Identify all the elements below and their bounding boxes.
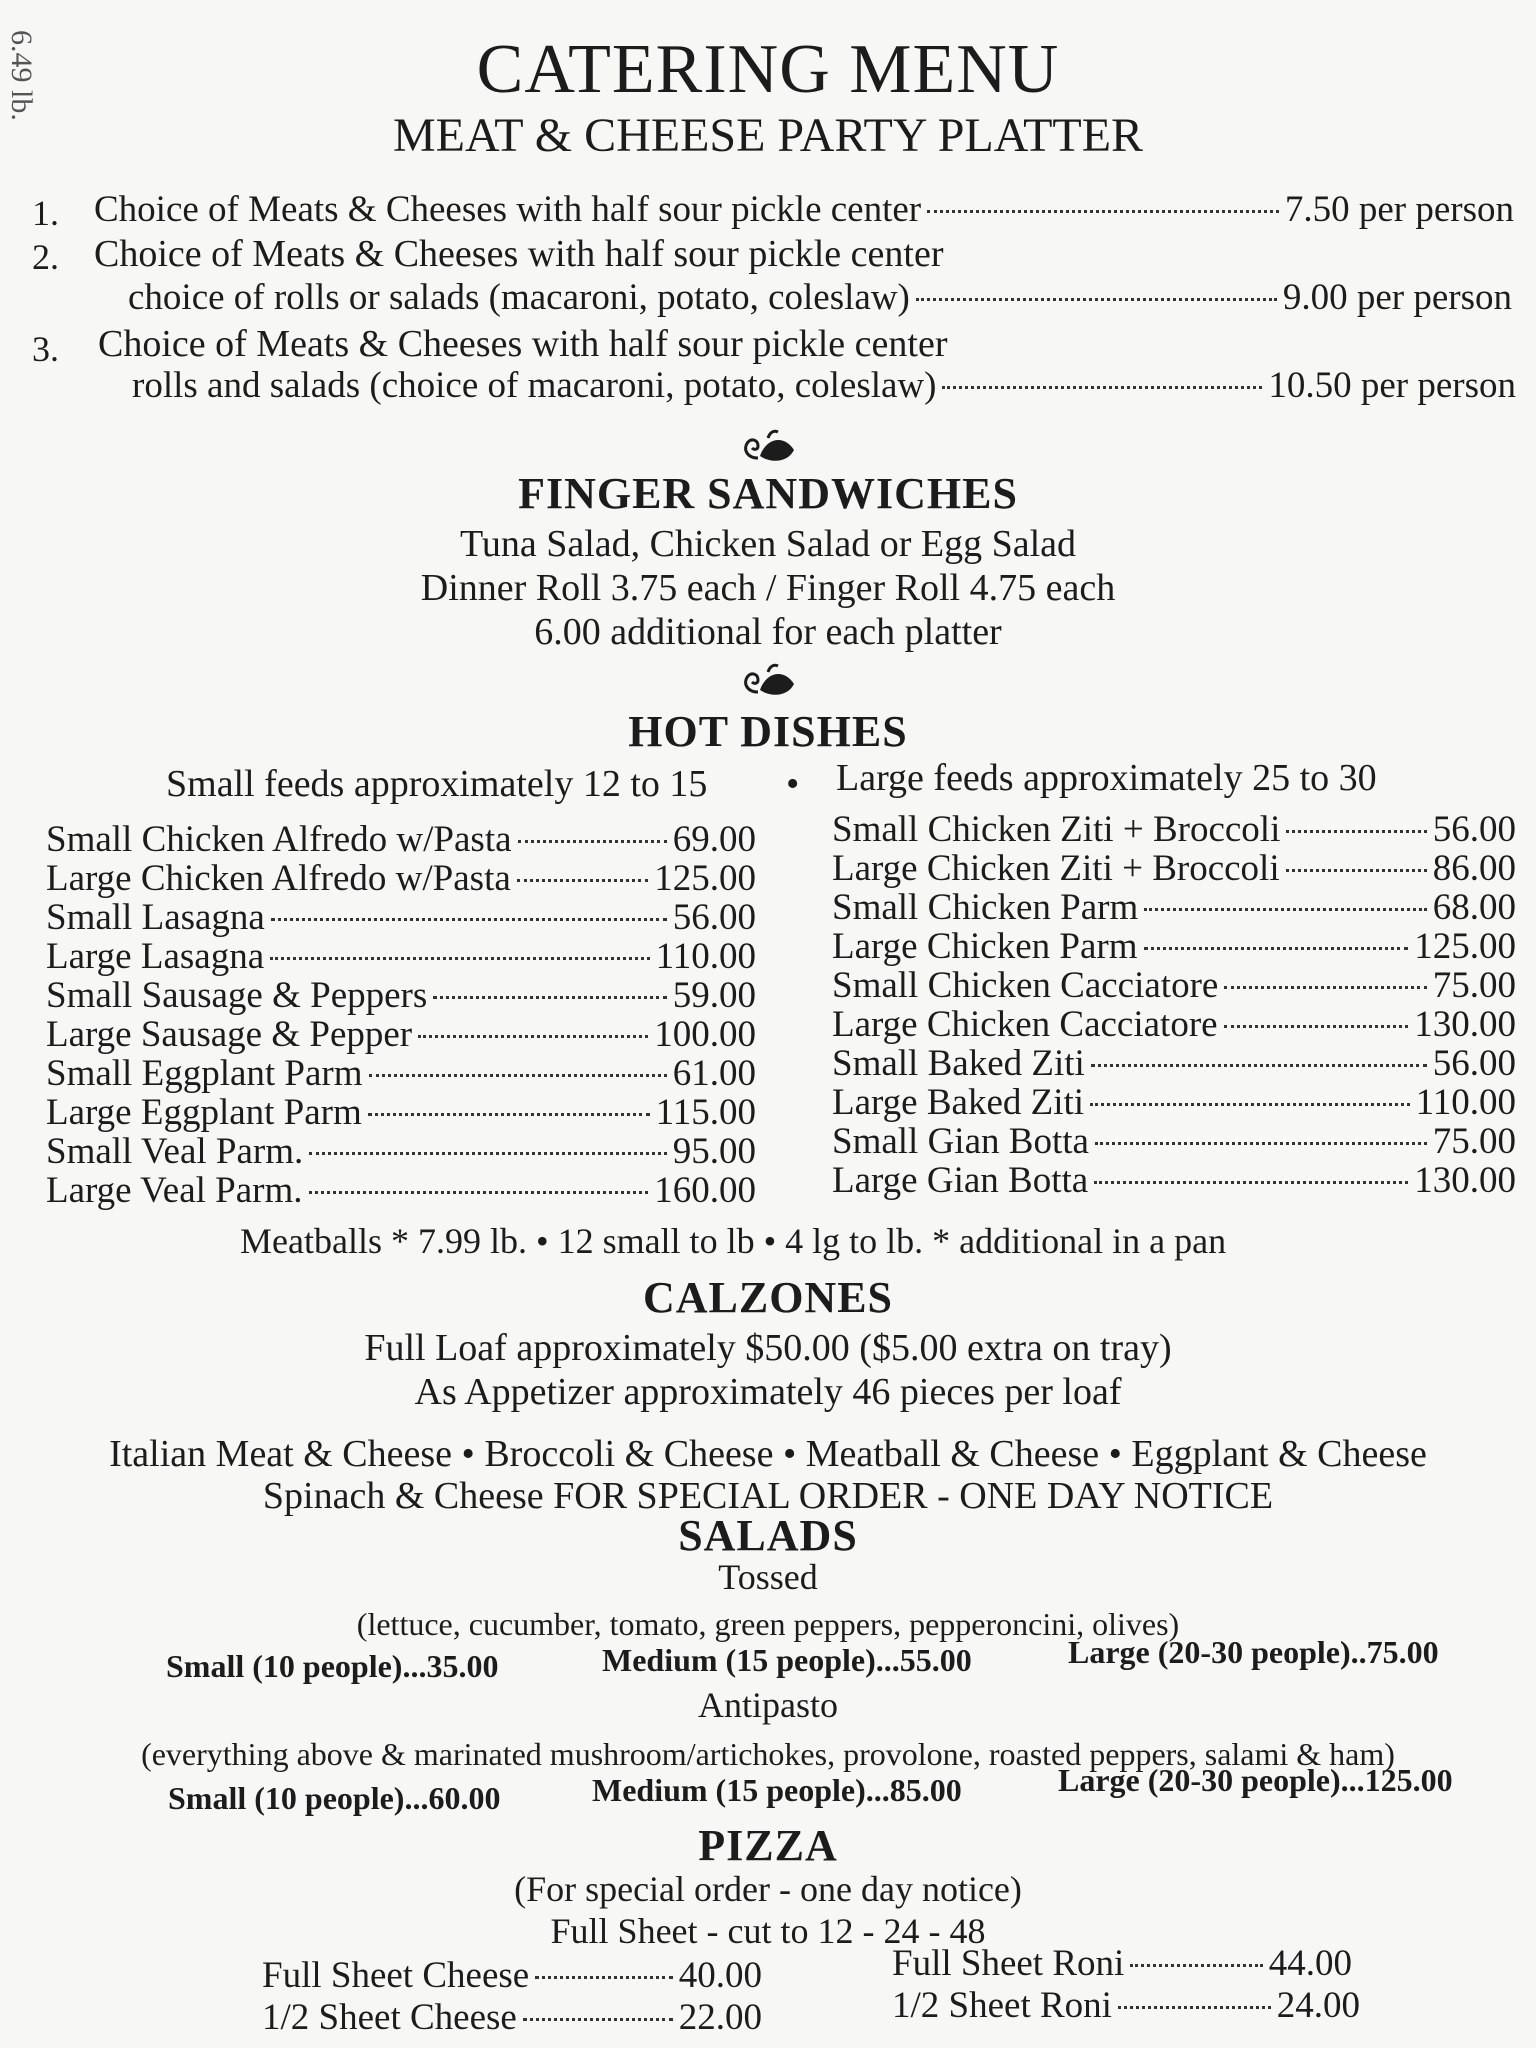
hot-dish-price: 68.00 [1432,887,1516,928]
hot-dish-item [832,808,1516,851]
platter-desc: Choice of Meats & Cheeses with half sour pickle center [98,323,948,365]
hot-dish-price: 130.00 [1414,1160,1516,1201]
platter-number: 1. [32,193,59,233]
dot-leader [1090,1103,1410,1106]
hot-dish-price: 110.00 [1415,1082,1516,1123]
dot-leader [517,879,648,882]
hot-dish-price: 125.00 [1414,926,1516,967]
hot-dish-item [46,818,756,861]
pizza-item-price: 40.00 [678,1955,762,1996]
section-title-hot-dishes: HOT DISHES [628,707,908,756]
hot-dish-price: 59.00 [672,975,756,1016]
finger-line: 6.00 additional for each platter [534,611,1002,653]
hot-dish-price: 100.00 [654,1014,756,1055]
pizza-item [892,1984,1360,2027]
hot-dish-name: Large Baked Ziti [832,1082,1085,1123]
dot-leader [1094,1181,1408,1184]
hot-dish-item [46,1013,756,1056]
platter-item [128,276,1512,319]
dot-leader [1091,1064,1427,1067]
hot-dish-name: Small Eggplant Parm [46,1053,363,1094]
platter-price: 9.00 per person [1282,277,1512,318]
hot-dish-name: Small Chicken Parm [832,887,1139,928]
calzone-line: Full Loaf approximately $50.00 ($5.00 extra on tray) [364,1327,1172,1369]
platter-desc: Choice of Meats & Cheeses with half sour pickle center [94,233,944,275]
feeds-small: Small feeds approximately 12 to 15 [166,763,708,805]
pizza-item [892,1942,1352,1985]
hot-dish-name: Small Chicken Alfredo w/Pasta [46,819,512,860]
hot-dish-price: 115.00 [655,1092,756,1133]
hot-dish-name: Small Baked Ziti [832,1043,1085,1084]
dot-leader [1286,869,1427,872]
salad-name-tossed: Tossed [718,1557,818,1597]
dot-leader [1095,1142,1427,1145]
pizza-item-name: Full Sheet Roni [892,1943,1125,1984]
hot-dish-price: 130.00 [1414,1004,1516,1045]
hot-dish-price: 61.00 [672,1053,756,1094]
platter-price: 7.50 per person [1284,189,1514,230]
hot-dish-price: 110.00 [655,936,756,977]
hot-dish-price: 75.00 [1432,965,1516,1006]
dot-leader [309,1152,666,1155]
hot-dish-item [832,1120,1516,1163]
hot-dish-name: Small Veal Parm. [46,1131,304,1172]
bullet: • [786,763,800,805]
pizza-line: Full Sheet - cut to 12 - 24 - 48 [550,1911,986,1951]
platter-desc: Choice of Meats & Cheeses with half sour pickle center [94,189,922,230]
hot-dish-item [46,1052,756,1095]
salad-size-medium: Medium (15 people)...85.00 [592,1772,962,1808]
hot-dish-item [832,964,1516,1007]
dot-leader [1286,830,1426,833]
dot-leader [1118,2006,1271,2009]
salad-desc-antipasto: (everything above & marinated mushroom/artichokes, provolone, roasted peppers, salami & ham) [141,1736,1395,1772]
salad-size-small: Small (10 people)...60.00 [168,1780,501,1816]
hot-dish-name: Small Chicken Cacciatore [832,965,1219,1006]
dot-leader [368,1113,650,1116]
hot-dish-name: Small Chicken Ziti + Broccoli [832,809,1281,850]
hot-dish-item [832,1159,1516,1202]
hot-dish-name: Large Gian Botta [832,1160,1089,1201]
leaf-ornament-icon [738,428,798,468]
hot-dish-item [832,1003,1516,1046]
finger-line: Dinner Roll 3.75 each / Finger Roll 4.75 each [420,567,1116,609]
hot-dish-item [46,896,756,939]
calzone-special-order: Spinach & Cheese FOR SPECIAL ORDER - ONE DAY NOTICE [262,1475,1274,1517]
dot-leader [309,1191,649,1194]
hot-dish-item [46,1091,756,1134]
dot-leader [523,2018,673,2021]
hot-dish-price: 95.00 [672,1131,756,1172]
dot-leader [916,298,1277,301]
platter-item [94,188,1514,231]
hot-dish-price: 86.00 [1432,848,1516,889]
dot-leader [518,840,667,843]
dot-leader [535,1976,673,1979]
hot-dish-item [832,1081,1516,1124]
hot-dish-name: Small Gian Botta [832,1121,1089,1162]
dot-leader [271,918,667,921]
hot-dish-name: Large Sausage & Pepper [46,1014,413,1055]
hot-dish-item [832,1042,1516,1085]
platter-desc-2: choice of rolls or salads (macaroni, potato, coleslaw) [128,277,910,318]
platter-price: 10.50 per person [1268,365,1516,406]
pizza-line: (For special order - one day notice) [514,1869,1022,1909]
hot-dish-item [832,847,1516,890]
hot-dish-price: 125.00 [654,858,756,899]
dot-leader [1224,986,1426,989]
page-subtitle: MEAT & CHEESE PARTY PLATTER [392,109,1144,162]
hot-dish-name: Large Chicken Ziti + Broccoli [832,848,1280,889]
hot-dish-price: 56.00 [1432,809,1516,850]
hot-dish-name: Small Lasagna [46,897,265,938]
hot-dish-item [832,886,1516,929]
finger-line: Tuna Salad, Chicken Salad or Egg Salad [459,523,1076,565]
leaf-ornament-icon [738,662,798,702]
pizza-item [262,1954,762,1997]
salad-size-medium: Medium (15 people)...55.00 [602,1642,972,1678]
section-title-pizza: PIZZA [698,1821,838,1870]
platter-desc-2: rolls and salads (choice of macaroni, potato, coleslaw) [132,365,937,406]
dot-leader [1144,908,1427,911]
pizza-item-name: 1/2 Sheet Cheese [262,1997,517,2038]
salad-name-antipasto: Antipasto [698,1685,838,1725]
dot-leader [270,957,649,960]
dot-leader [942,386,1262,389]
hot-dish-price: 75.00 [1432,1121,1516,1162]
salad-size-large: Large (20-30 people)...125.00 [1058,1762,1453,1798]
hot-dish-item [46,1130,756,1173]
platter-number: 3. [32,329,59,369]
feeds-large: Large feeds approximately 25 to 30 [836,757,1377,799]
hot-dish-item [46,974,756,1017]
pizza-item-price: 22.00 [678,1997,762,2038]
hot-dish-item [832,925,1516,968]
hot-dish-name: Large Chicken Cacciatore [832,1004,1218,1045]
dot-leader [433,996,666,999]
handwritten-note: 6.49 lb. [5,30,38,121]
calzone-line: As Appetizer approximately 46 pieces per loaf [414,1371,1122,1413]
hot-dish-name: Large Chicken Alfredo w/Pasta [46,858,511,899]
hot-dish-price: 160.00 [654,1170,756,1211]
section-title-salads: SALADS [678,1511,858,1560]
hot-dish-price: 56.00 [1432,1043,1516,1084]
pizza-item-price: 24.00 [1276,1985,1360,2026]
hot-dish-item [46,935,756,978]
salad-size-large: Large (20-30 people)..75.00 [1068,1634,1439,1670]
dot-leader [1224,1025,1409,1028]
pizza-item-price: 44.00 [1268,1943,1352,1984]
dot-leader [1144,947,1409,950]
hot-dish-item [46,857,756,900]
dot-leader [418,1035,648,1038]
section-title-finger-sandwiches: FINGER SANDWICHES [518,469,1018,518]
pizza-item-name: Full Sheet Cheese [262,1955,530,1996]
hot-dish-price: 56.00 [672,897,756,938]
dot-leader [369,1074,667,1077]
dot-leader [927,210,1279,213]
dot-leader [1130,1964,1262,1967]
hot-dish-name: Large Lasagna [46,936,265,977]
section-title-calzones: CALZONES [642,1273,894,1322]
hot-dish-name: Large Veal Parm. [46,1170,303,1211]
hot-dish-name: Large Eggplant Parm [46,1092,362,1133]
hot-dish-item [46,1169,756,1212]
page-title: CATERING MENU [476,31,1060,108]
pizza-item-name: 1/2 Sheet Roni [892,1985,1112,2026]
hot-dish-name: Large Chicken Parm [832,926,1138,967]
pizza-item [262,1996,762,2039]
platter-item [132,364,1516,407]
hot-dish-name: Small Sausage & Peppers [46,975,428,1016]
platter-number: 2. [32,237,59,277]
hot-dish-price: 69.00 [672,819,756,860]
meatballs-note: Meatballs * 7.99 lb. • 12 small to lb • 4 lg to lb. * additional in a pan [240,1221,1227,1261]
salad-desc-tossed: (lettuce, cucumber, tomato, green peppers, pepperoncini, olives) [356,1606,1180,1642]
salad-size-small: Small (10 people)...35.00 [166,1648,499,1684]
calzone-fillings: Italian Meat & Cheese • Broccoli & Cheese • Meatball & Cheese • Eggplant & Cheese [109,1433,1427,1475]
